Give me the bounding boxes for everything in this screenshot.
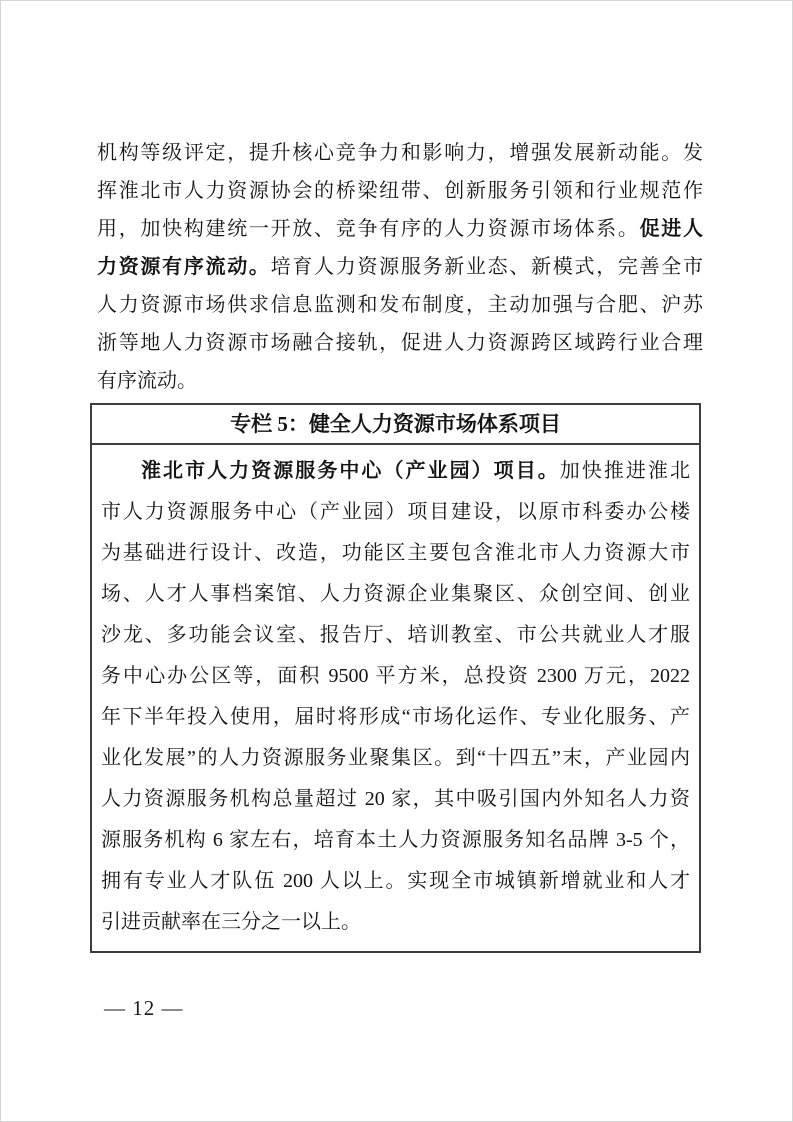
text-line: 源服务机构 6 家左右，培育本土人力资源服务知名品牌 3-5 个，: [101, 829, 690, 851]
text-line: 用，加快构建统一开放、竞争有序的人力资源市场体系。促进人: [97, 218, 704, 240]
text-line: 机构等级评定，提升核心竞争力和影响力，增强发展新动能。发: [97, 142, 703, 164]
text-line: 人力资源市场供求信息监测和发布制度，主动加强与合肥、沪苏: [97, 294, 703, 316]
text-line: 人力资源服务机构总量超过 20 家，其中吸引国内外知名人力资: [101, 788, 690, 810]
text-line: 业化发展”的人力资源服务业聚集区。到“十四五”末，产业园内: [101, 747, 690, 769]
text-line: 力资源有序流动。培育人力资源服务新业态、新模式，完善全市: [97, 256, 704, 278]
panel-title: 专栏 5：健全人力资源市场体系项目: [92, 405, 699, 445]
text-line: 为基础进行设计、改造，功能区主要包含淮北市人力资源大市: [101, 542, 690, 564]
text-line: 场、人才人事档案馆、人力资源企业集聚区、众创空间、创业: [101, 583, 690, 605]
text-line: 引进贡献率在三分之一以上。: [101, 911, 361, 933]
text-line: 年下半年投入使用，届时将形成“市场化运作、专业化服务、产: [101, 706, 690, 728]
text-line: 淮北市人力资源服务中心（产业园）项目。加快推进淮北: [141, 460, 691, 482]
body-paragraph: [97, 134, 703, 400]
text-line: 务中心办公区等，面积 9500 平方米，总投资 2300 万元，2022: [101, 665, 690, 687]
text-line: 浙等地人力资源市场融合接轨，促进人力资源跨区域跨行业合理: [97, 332, 703, 354]
text-line: 市人力资源服务中心（产业园）项目建设，以原市科委办公楼: [101, 501, 690, 523]
text-line: 有序流动。: [97, 370, 197, 392]
column-5-panel: [90, 403, 701, 953]
text-line: 挥淮北市人力资源协会的桥梁纽带、创新服务引领和行业规范作: [97, 180, 703, 202]
text-line: 沙龙、多功能会议室、报告厅、培训教室、市公共就业人才服: [101, 624, 690, 646]
page-number: — 12 —: [104, 996, 184, 1020]
panel-body: [92, 445, 699, 943]
text-line: 拥有专业人才队伍 200 人以上。实现全市城镇新增就业和人才: [101, 870, 690, 892]
